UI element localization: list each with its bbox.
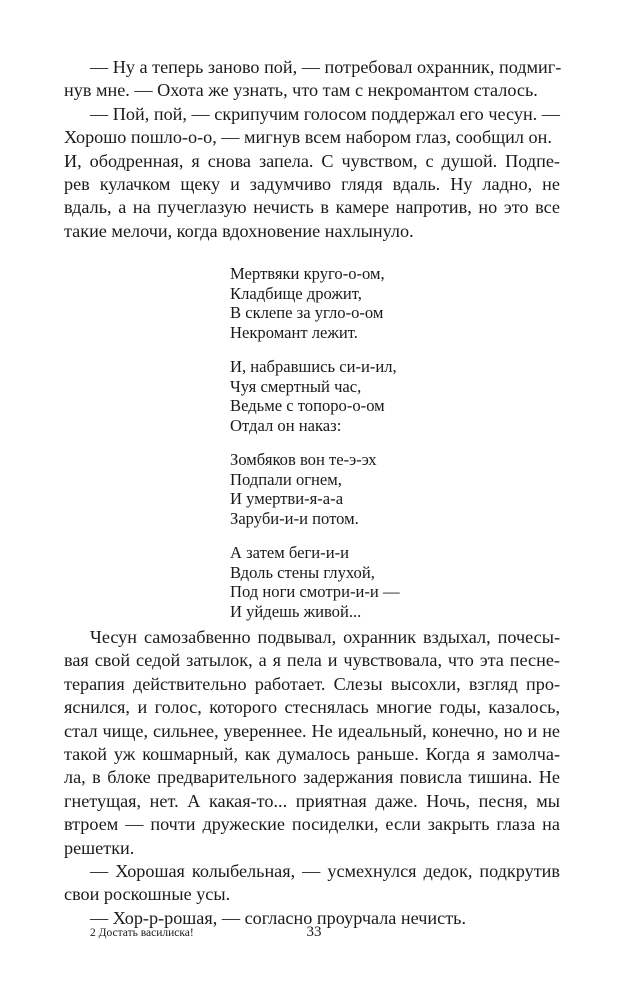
text-line: — Хорошая колыбельная, — усмехнулся дедок, подкрутив [90, 860, 560, 881]
text-line: — Пой, пой, — скрипучим голосом поддержал его чесун. — [90, 103, 560, 124]
text-line: нув мне. — Охота же узнать, что там с некромантом сталось. [64, 80, 538, 101]
verse-line: Ведьме с топоро-о-ом [230, 396, 385, 415]
prose-top [64, 56, 560, 243]
verse-line: Чуя смертный час, [230, 376, 362, 396]
poem-stanza [230, 450, 430, 528]
poem-stanza [230, 357, 430, 435]
verse-line: И, набравшись си-и-ил, [230, 357, 397, 376]
verse-line: Подпали огнем, [230, 469, 342, 489]
text-line: — Хор-р-рошая, — согласно проурчала нечисть. [90, 907, 467, 928]
text-line: решетки. [64, 837, 135, 858]
text-line: Хорошо пошло-о-о, — мигнув всем набором глаз, сообщил он. [64, 127, 552, 148]
verse-line: Вдоль стены глухой, [230, 562, 375, 582]
verse-line: И уйдешь живой... [230, 601, 362, 621]
verse-line: А затем беги-и-и [230, 543, 349, 562]
text-line: вдаль, а на пучеглазую нечисть в камере напротив, но это все [64, 197, 560, 218]
poem-stanza [230, 543, 430, 621]
text-line: стал чище, сильнее, увереннее. Не идеальный, конечно, но и не [64, 720, 560, 741]
text-line: такой уж кошмарный, как думалось раньше. Когда я замолча- [64, 743, 560, 764]
paragraph [64, 860, 560, 907]
poem [230, 264, 430, 636]
text-line: гнетущая, нет. А какая-то... приятная даже. Ночь, песня, мы [64, 790, 560, 811]
verse-line: Мертвяки круго-о-ом, [230, 264, 385, 283]
page-number: 33 [306, 924, 322, 940]
prose-bottom [64, 626, 560, 930]
printer-signature: 2 Достать василиска! [90, 927, 194, 939]
verse-line: Зомбяков вон те-э-эх [230, 450, 377, 469]
text-line: втроем — почти дружеские посиделки, если закрыть глаза на [64, 814, 560, 835]
text-line: рев кулачком щеку и задумчиво глядя вдаль. Ну ладно, не [64, 173, 560, 194]
paragraph [64, 56, 560, 103]
verse-line: Отдал он наказ: [230, 415, 342, 435]
text-line: свои роскошные усы. [64, 884, 231, 905]
verse-line: И умертви-я-а-а [230, 489, 344, 508]
text-line: Чесун самозабвенно подвывал, охранник вздыхал, почесы- [90, 627, 560, 647]
text-line: яснился, и голос, которого стеснялась многие годы, казалось, [64, 697, 560, 718]
text-line: терапия действительно работает. Слезы высохли, взгляд про- [64, 673, 560, 694]
verse-line: Кладбище дрожит, [230, 283, 362, 303]
text-line: И, ободренная, я снова запела. С чувством, с душой. Подпе- [64, 150, 560, 171]
poem-stanza [230, 264, 430, 342]
text-line: — Ну а теперь заново пой, — потребовал охранник, подмиг- [90, 57, 562, 77]
verse-line: В склепе за угло-о-ом [230, 303, 384, 322]
verse-line: Заруби-и-и потом. [230, 508, 359, 528]
paragraph [64, 150, 560, 244]
text-line: ла, в блоке предварительного задержания повисла тишина. Не [64, 767, 560, 788]
paragraph [64, 626, 560, 860]
verse-line: Некромант лежит. [230, 322, 358, 342]
text-line: такие мелочи, когда вдохновение нахлынуло. [64, 220, 414, 241]
verse-line: Под ноги смотри-и-и — [230, 582, 400, 601]
text-line: вая свой седой затылок, а я пела и чувствовала, что эта песне- [64, 650, 560, 671]
paragraph [64, 103, 560, 150]
